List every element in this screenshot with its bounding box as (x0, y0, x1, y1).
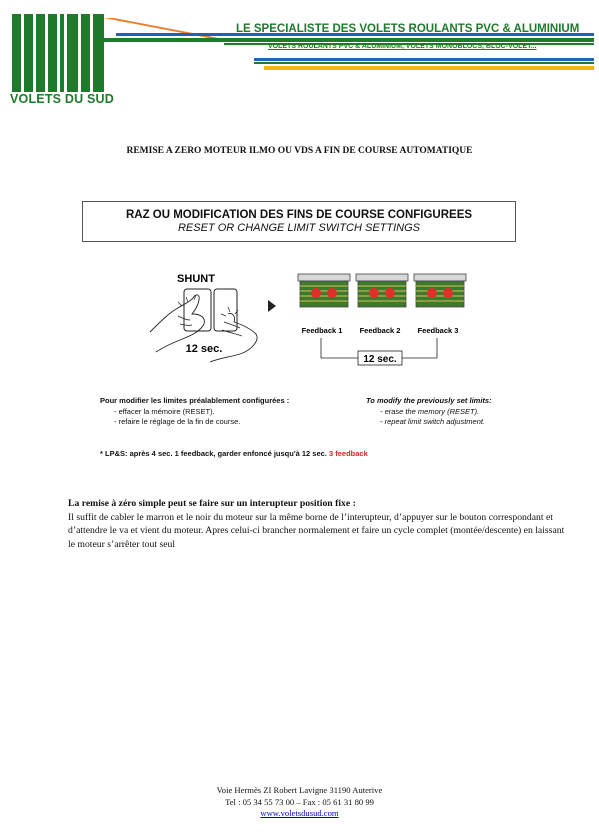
instructions-en-item: - erase the memory (RESET). (380, 406, 480, 416)
website-link[interactable]: www.voletsdusud.com (260, 808, 339, 818)
instructions-fr (100, 396, 289, 428)
instructions-en-item: - repeat limit switch adjustment. (380, 417, 486, 426)
feedback-label-1: Feedback 1 (301, 326, 343, 335)
instructions-en-heading: To modify the previously set limits: (366, 396, 492, 405)
header-subline: VOLETS ROULANTS PVC & ALUMINIUM, VOLETS MONOBLOCS, BLOC-VOLET... (268, 43, 537, 50)
reset-heading-box (82, 201, 516, 242)
simple-reset-title: La remise à zéro simple peut se faire sur un interupteur position fixe : (68, 498, 356, 509)
shutter-icon (356, 274, 408, 307)
instructions-fr-heading: Pour modifier les limites préalablement configurées : (100, 396, 290, 405)
total-time-label: 12 sec. (363, 354, 397, 365)
footer-address: Voie Hermès ZI Robert Lavigne 31190 Auterive (216, 785, 383, 795)
brand-name: VOLETS DU SUD (10, 92, 114, 106)
shunt-switch (177, 273, 237, 331)
shunt-label: SHUNT (177, 273, 215, 285)
feedback-label-3: Feedback 3 (417, 326, 459, 335)
footer (0, 785, 599, 820)
lps-note (100, 449, 368, 458)
shutter-icon (298, 274, 350, 307)
instructions-fr-item: - refaire le réglage de la fin de course. (114, 417, 241, 426)
simple-reset-body: Il suffit de cabler le marron et le noir du moteur sur la même borne de l’interupteur, d’appuyer sur le bouton correspondant et d’attendre le va et vient du moteur. Apres celui-ci brancher normalement et faire un cycle complet (montée/descente) en laissant le moteur s’arrêter tout seul (68, 511, 565, 550)
hold-time-label: 12 sec. (185, 343, 223, 355)
box-title-fr: RAZ OU MODIFICATION DES FINS DE COURSE CONFIGUREES (125, 209, 473, 221)
feedback-label-2: Feedback 2 (359, 326, 401, 335)
box-title-en: RESET OR CHANGE LIMIT SWITCH SETTINGS (177, 222, 421, 234)
reset-diagram (140, 262, 480, 372)
header-tagline: LE SPECIALISTE DES VOLETS ROULANTS PVC & ALUMINIUM (236, 23, 580, 35)
footer-phone: Tel : 05 34 55 73 00 – Fax : 05 61 31 80 99 (225, 796, 374, 807)
lps-note-highlight: 3 feedback (328, 449, 368, 458)
company-logo (12, 14, 104, 92)
instructions-en (366, 396, 492, 428)
instructions-fr-item: - effacer la mémoire (RESET). (114, 406, 215, 416)
shutter-icon (414, 274, 466, 307)
arrow-icon (268, 300, 276, 312)
document-title: REMISE A ZERO MOTEUR ILMO OU VDS A FIN DE COURSE AUTOMATIQUE (126, 146, 473, 156)
lps-note-text: * LP&S: après 4 sec. 1 feedback, garder enfoncé jusqu'à 12 sec. (100, 449, 327, 458)
simple-reset-section (68, 497, 568, 551)
